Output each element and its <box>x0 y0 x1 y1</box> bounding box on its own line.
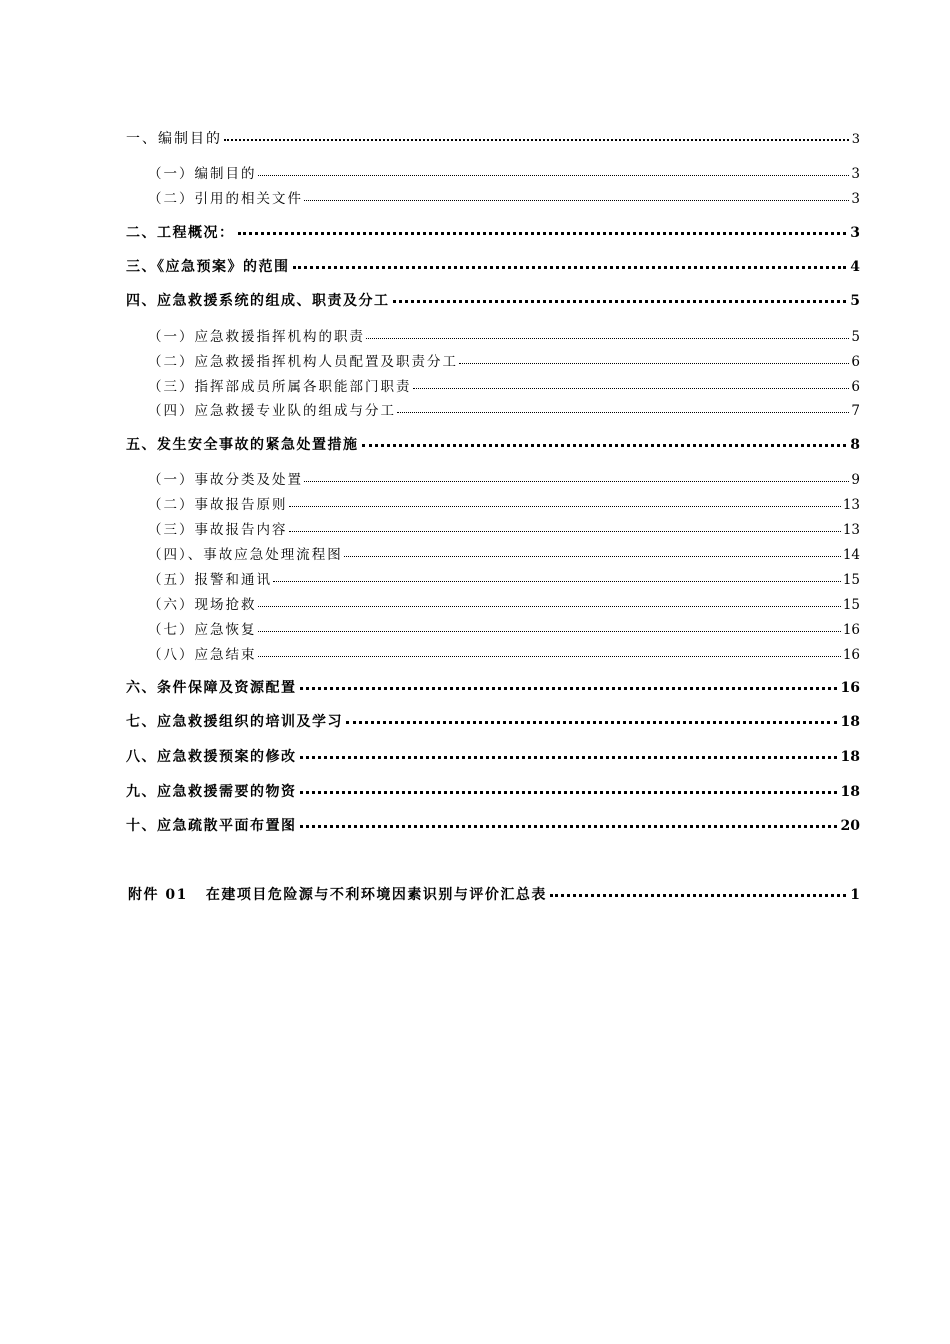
toc-entry-title: 二、工程概况： <box>126 225 235 241</box>
toc-entry-5-8[interactable] <box>148 643 860 663</box>
toc-leader-dots <box>258 627 841 632</box>
toc-entry-5-2[interactable] <box>148 493 860 513</box>
toc-leader-dots <box>273 577 841 582</box>
toc-page-number: 5 <box>851 329 860 345</box>
toc-entry-7[interactable] <box>126 711 860 731</box>
toc-entry-title: （一）应急救援指挥机构的职责 <box>148 329 365 345</box>
toc-page-number: 15 <box>842 572 860 588</box>
toc-page-number: 6 <box>851 354 860 370</box>
toc-page-number: 16 <box>842 622 860 638</box>
toc-leader-dots <box>258 602 841 607</box>
toc-leader-dots <box>238 228 847 235</box>
toc-entry-5-7[interactable] <box>148 618 860 638</box>
toc-entry-title: （五）报警和通讯 <box>148 572 272 588</box>
toc-entry-title: （一）事故分类及处置 <box>148 472 303 488</box>
toc-entry-title: （四）应急救援专业队的组成与分工 <box>148 403 396 419</box>
toc-leader-dots <box>258 652 841 657</box>
toc-entry-8[interactable] <box>126 746 860 766</box>
toc-entry-title: （四）、事故应急处理流程图 <box>148 547 343 563</box>
toc-entry-4-1[interactable] <box>148 325 860 345</box>
toc-leader-dots <box>346 717 837 724</box>
toc-appendix-title: 在建项目危险源与不利环境因素识别与评价汇总表 <box>205 887 547 903</box>
toc-entry-title: （一）编制目的 <box>148 166 257 182</box>
toc-entry-4-4[interactable] <box>148 399 860 419</box>
toc-entry-10[interactable] <box>126 815 860 835</box>
toc-page-number: 5 <box>850 293 860 309</box>
toc-leader-dots <box>258 171 850 176</box>
toc-page-number: 8 <box>850 437 860 453</box>
toc-page-number: 20 <box>840 818 860 834</box>
toc-leader-dots <box>550 890 846 897</box>
toc-entry-title: （二）引用的相关文件 <box>148 191 303 207</box>
toc-entry-title: 八、应急救援预案的修改 <box>126 749 297 765</box>
toc-page-number: 13 <box>842 522 860 538</box>
toc-entry-title: （三）事故报告内容 <box>148 522 288 538</box>
toc-entry-5-3[interactable] <box>148 518 860 538</box>
toc-entry-3[interactable] <box>126 256 860 276</box>
toc-entry-title: （七）应急恢复 <box>148 622 257 638</box>
toc-entry-5-5[interactable] <box>148 568 860 588</box>
toc-entry-title: （六）现场抢救 <box>148 597 257 613</box>
toc-page-number: 18 <box>840 784 860 800</box>
toc-page-number: 13 <box>842 497 860 513</box>
toc-appendix-01[interactable] <box>128 884 860 904</box>
toc-leader-dots <box>362 440 847 447</box>
toc-entry-title: 六、条件保障及资源配置 <box>126 680 297 696</box>
toc-leader-dots <box>289 502 841 507</box>
toc-entry-title: 七、应急救援组织的培训及学习 <box>126 714 343 730</box>
toc-page-number: 3 <box>851 132 860 147</box>
toc-page-number: 16 <box>842 647 860 663</box>
toc-entry-1-1[interactable] <box>148 162 860 182</box>
toc-entry-title: （二）应急救援指挥机构人员配置及职责分工 <box>148 354 458 370</box>
toc-leader-dots <box>413 384 850 389</box>
toc-leader-dots <box>289 527 841 532</box>
toc-entry-title: 九、应急救援需要的物资 <box>126 784 297 800</box>
toc-page-number: 18 <box>840 714 860 730</box>
toc-entry-4[interactable] <box>126 290 860 310</box>
toc-page-number: 15 <box>842 597 860 613</box>
toc-leader-dots <box>366 334 849 339</box>
toc-entry-title: （三）指挥部成员所属各职能部门职责 <box>148 379 412 395</box>
toc-leader-dots <box>304 477 849 482</box>
toc-entry-title: 一、编制目的 <box>126 131 222 147</box>
toc-appendix-label: 附件 01 <box>128 887 188 903</box>
toc-page-number: 18 <box>840 749 860 765</box>
toc-entry-5-6[interactable] <box>148 593 860 613</box>
toc-page-number: 3 <box>850 225 860 241</box>
toc-leader-dots <box>344 552 841 557</box>
toc-page-number: 3 <box>851 166 860 182</box>
toc-entry-4-2[interactable] <box>148 350 860 370</box>
toc-entry-5-4[interactable] <box>148 543 860 563</box>
toc-leader-dots <box>224 135 849 141</box>
toc-page-number: 7 <box>851 403 860 419</box>
toc-page-number: 16 <box>840 680 860 696</box>
toc-entry-2[interactable] <box>126 222 860 242</box>
toc-leader-dots <box>393 296 847 303</box>
toc-leader-dots <box>300 787 837 794</box>
toc-page-number: 4 <box>850 259 860 275</box>
toc-entry-1[interactable] <box>126 128 860 148</box>
toc-entry-title: 四、应急救援系统的组成、职责及分工 <box>126 293 390 309</box>
toc-entry-title: 五、发生安全事故的紧急处置措施 <box>126 437 359 453</box>
toc-entry-6[interactable] <box>126 677 860 697</box>
toc-entry-1-2[interactable] <box>148 187 860 207</box>
toc-page-number: 14 <box>842 547 860 563</box>
toc-leader-dots <box>300 821 837 828</box>
toc-page-number: 1 <box>850 887 860 903</box>
toc-page-number: 6 <box>851 379 860 395</box>
toc-leader-dots <box>459 359 849 364</box>
toc-leader-dots <box>397 408 849 413</box>
toc-entry-9[interactable] <box>126 781 860 801</box>
toc-entry-title: 十、应急疏散平面布置图 <box>126 818 297 834</box>
toc-leader-dots <box>300 683 837 690</box>
toc-entry-5[interactable] <box>126 434 860 454</box>
toc-entry-title: （八）应急结束 <box>148 647 257 663</box>
toc-leader-dots <box>293 262 847 269</box>
toc-entry-4-3[interactable] <box>148 375 860 395</box>
toc-leader-dots <box>304 196 849 201</box>
toc-entry-title: 三、《应急预案》的范围 <box>126 259 290 275</box>
toc-entry-title: （二）事故报告原则 <box>148 497 288 513</box>
toc-leader-dots <box>300 752 837 759</box>
toc-entry-5-1[interactable] <box>148 468 860 488</box>
toc-page-number: 3 <box>851 191 860 207</box>
toc-page-number: 9 <box>851 472 860 488</box>
